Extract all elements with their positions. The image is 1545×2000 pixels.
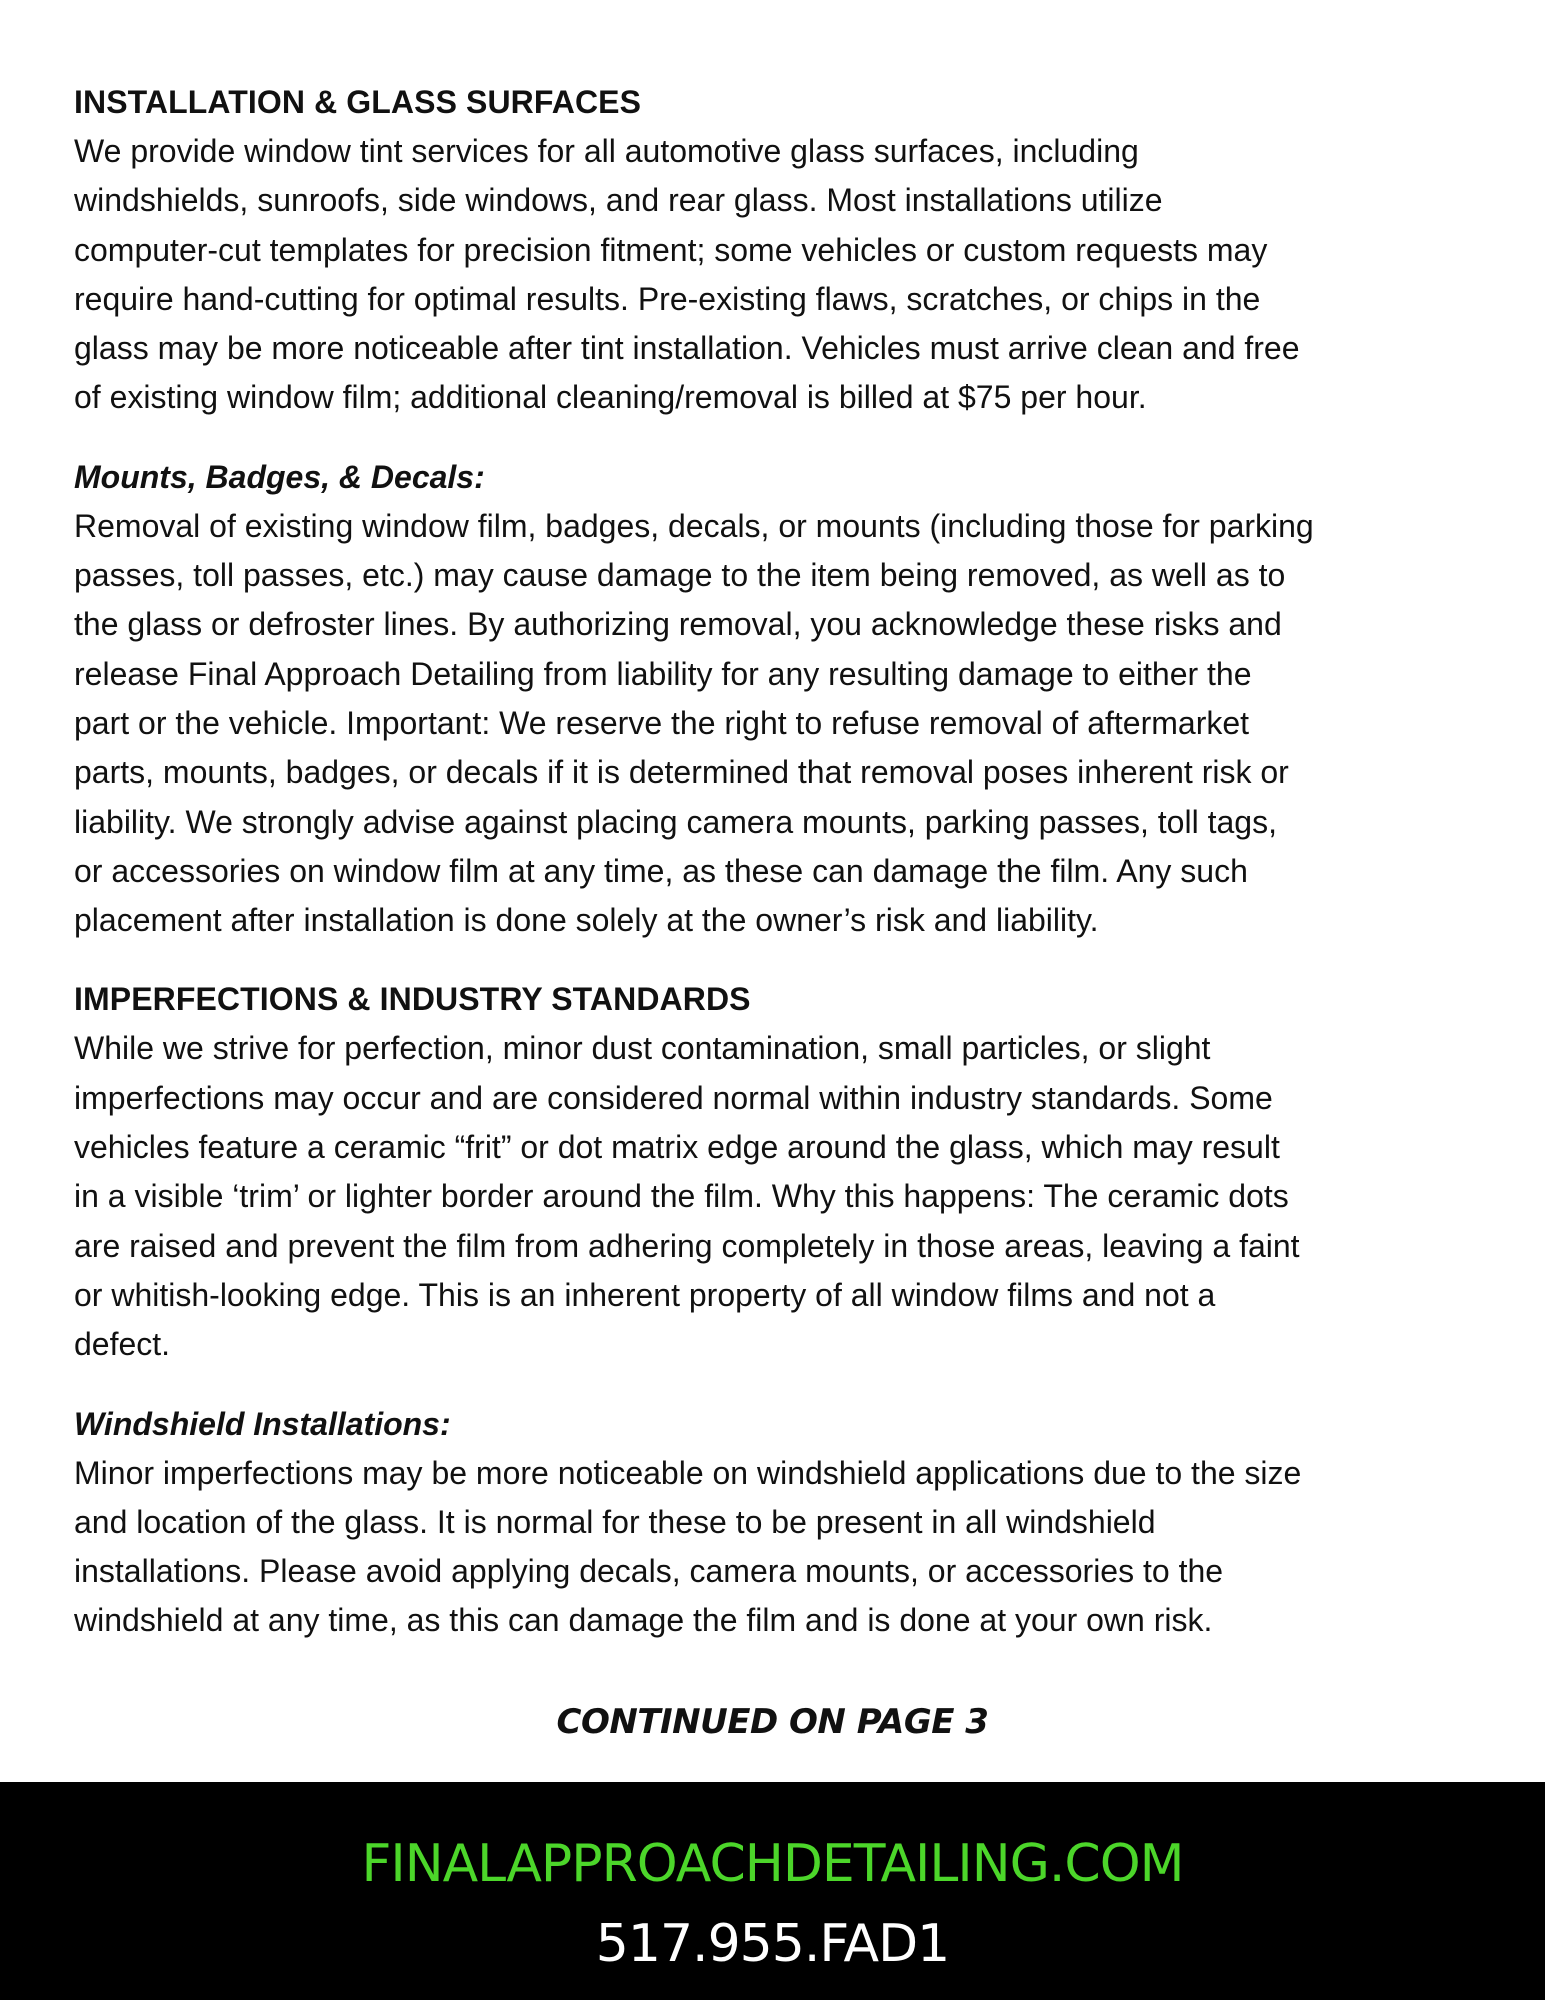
section-installation: [74, 78, 1474, 423]
section-subheading: Windshield Installations:: [74, 1405, 451, 1442]
footer-banner: [0, 1782, 1545, 2000]
phone-number[interactable]: 517.955.FAD1: [595, 1914, 950, 1974]
section-paragraph: While we strive for perfection, minor dust contamination, small particles, or slight imperfections may occur and are considered normal within industry standards. Some vehicles feature a ceramic “frit” or dot matrix edge around the glass, which may result in a visible ‘trim’ or lighter border around the film. Why this happens: The ceramic dots are raised and prevent the film from adhering completely in those areas, leaving a faint or whitish-looking edge. This is an inherent property of all window films and not a defect.: [74, 1030, 1300, 1363]
continued-label: CONTINUED ON PAGE 3: [556, 1702, 989, 1742]
section-paragraph: We provide window tint services for all automotive glass surfaces, including windshields, sunroofs, side windows, and rear glass. Most installations utilize computer-cut templates for precision fitment; some vehicles or custom requests may require hand-cutting for optimal results. Pre-existing flaws, scratches, or chips in the glass may be more noticeable after tint installation. Vehicles must arrive clean and free of existing window film; additional cleaning/removal is billed at $75 per hour.: [74, 133, 1300, 416]
document-body: [74, 78, 1474, 1676]
section-imperfections: [74, 975, 1474, 1369]
section-paragraph: Removal of existing window film, badges, decals, or mounts (including those for parking passes, toll passes, etc.) may cause damage to the item being removed, as well as to the glass or defroster lines. By authorizing removal, you acknowledge these risks and release Final Approach Detailing from liability for any resulting damage to either the part or the vehicle. Important: We reserve the right to refuse removal of aftermarket parts, mounts, badges, or decals if it is determined that removal poses inherent risk or liability. We strongly advise against placing camera mounts, parking passes, toll tags, or accessories on window film at any time, as these can damage the film. Any such placement after installation is done solely at the owner’s risk and liability.: [74, 507, 1314, 939]
website-link[interactable]: FINALAPPROACHDETAILING.COM: [361, 1834, 1184, 1894]
section-heading: INSTALLATION & GLASS SURFACES: [74, 84, 642, 120]
section-mounts-badges-decals: [74, 453, 1474, 946]
section-heading: IMPERFECTIONS & INDUSTRY STANDARDS: [74, 981, 751, 1018]
section-windshield: [74, 1400, 1474, 1646]
section-paragraph: Minor imperfections may be more noticeable on windshield applications due to the size and location of the glass. It is normal for these to be present in all windshield installations. Please avoid applying decals, camera mounts, or accessories to the windshield at any time, as this can damage the film and is done at your own risk.: [74, 1454, 1302, 1639]
section-subheading: Mounts, Badges, & Decals:: [74, 458, 485, 495]
